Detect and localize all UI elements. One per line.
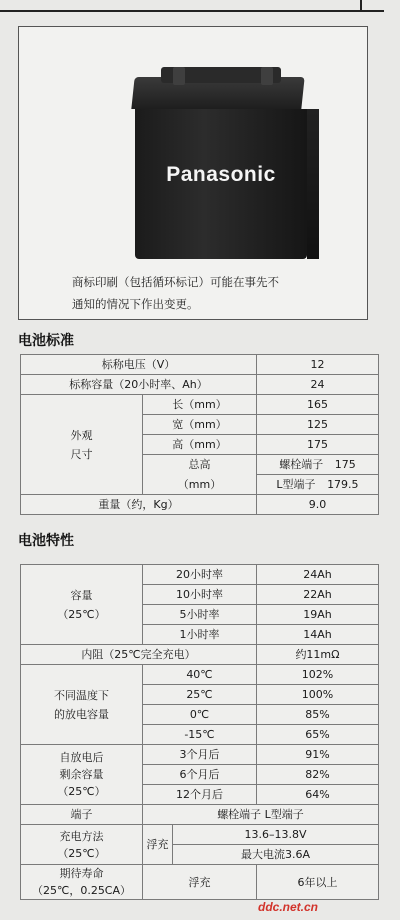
- l-terminal-value: 179.5: [327, 478, 359, 491]
- l-terminal-height: [257, 475, 379, 495]
- dimensions-group-line1: 外观: [70, 428, 93, 442]
- total-height-label: 总高: [143, 455, 257, 475]
- temperature-group-label: [21, 665, 143, 745]
- table-row: [21, 745, 379, 765]
- battery-image: [121, 67, 321, 267]
- charge-method-label: [21, 825, 143, 865]
- rate-label: 20小时率: [143, 565, 257, 585]
- standard-section-title: 电池标准: [18, 333, 74, 349]
- table-row: [21, 395, 379, 415]
- rate-label: 10小时率: [143, 585, 257, 605]
- photo-caption-line1: 商标印刷（包括循环标记）可能在事先不: [72, 275, 279, 289]
- temperature-label: 40℃: [143, 665, 257, 685]
- width-label: 宽（mm）: [143, 415, 257, 435]
- height-value: 175: [257, 435, 379, 455]
- capacity-group-line2: （25℃）: [57, 607, 106, 621]
- rate-value: 19Ah: [257, 605, 379, 625]
- temperature-value: 100%: [257, 685, 379, 705]
- weight-value: 9.0: [257, 495, 379, 515]
- table-row: [21, 565, 379, 585]
- temperature-group-line2: 的放电容量: [54, 707, 109, 721]
- rate-value: 22Ah: [257, 585, 379, 605]
- float-charge-label: 浮充: [143, 825, 173, 865]
- table-row: [21, 665, 379, 685]
- expected-life-float: 浮充: [143, 865, 257, 900]
- dimensions-group-line2: 尺寸: [70, 447, 93, 461]
- expected-life-line2: （25℃，0.25CA）: [31, 884, 132, 897]
- voltage-label: 标称电压（V）: [21, 355, 257, 375]
- table-row: [21, 825, 379, 845]
- table-row: [21, 645, 379, 665]
- rate-label: 5小时率: [143, 605, 257, 625]
- temperature-value: 102%: [257, 665, 379, 685]
- height-label: 高（mm）: [143, 435, 257, 455]
- table-row: [21, 865, 379, 900]
- characteristics-section-title: 电池特性: [18, 533, 74, 549]
- temperature-group-line1: 不同温度下: [54, 688, 109, 702]
- terminal-value: 螺栓端子 L型端子: [143, 805, 379, 825]
- length-value: 165: [257, 395, 379, 415]
- self-discharge-label: 3个月后: [143, 745, 257, 765]
- voltage-value: 12: [257, 355, 379, 375]
- top-rule: [0, 0, 384, 12]
- self-discharge-value: 82%: [257, 765, 379, 785]
- bolt-terminal-height: [257, 455, 379, 475]
- terminal-label: 端子: [21, 805, 143, 825]
- bolt-terminal-label: 螺栓端子: [279, 458, 324, 471]
- resistance-value: 约11mΩ: [257, 645, 379, 665]
- charge-method-line2: （25℃）: [57, 846, 106, 860]
- expected-life-value: 6年以上: [257, 865, 379, 900]
- self-discharge-label: 6个月后: [143, 765, 257, 785]
- battery-brand-label: Panasonic: [166, 163, 276, 186]
- standard-table: [20, 354, 379, 515]
- rate-value: 14Ah: [257, 625, 379, 645]
- self-discharge-label: 12个月后: [143, 785, 257, 805]
- bolt-terminal-value: 175: [334, 458, 356, 471]
- self-discharge-line3: （25℃）: [57, 785, 106, 798]
- capacity-value: 24: [257, 375, 379, 395]
- resistance-label: 内阻（25℃完全充电）: [21, 645, 257, 665]
- expected-life-label: [21, 865, 143, 900]
- temperature-label: 25℃: [143, 685, 257, 705]
- temperature-label: 0℃: [143, 705, 257, 725]
- characteristics-table: [20, 564, 379, 900]
- capacity-group-label: [21, 565, 143, 645]
- rate-value: 24Ah: [257, 565, 379, 585]
- battery-side: [307, 109, 319, 259]
- rate-label: 1小时率: [143, 625, 257, 645]
- photo-caption-line2: 通知的情况下作出变更。: [72, 297, 199, 311]
- expected-life-line1: 期待寿命: [59, 867, 104, 880]
- width-value: 125: [257, 415, 379, 435]
- total-height-unit: （mm）: [143, 475, 257, 495]
- l-terminal-label: L型端子: [276, 478, 316, 491]
- capacity-group-line1: 容量: [70, 588, 93, 602]
- site-watermark: ddc.net.cn: [258, 900, 319, 914]
- charge-current: 最大电流3.6A: [173, 845, 379, 865]
- table-row: [21, 375, 379, 395]
- table-row: [21, 355, 379, 375]
- charge-voltage: 13.6–13.8V: [173, 825, 379, 845]
- table-row: [21, 495, 379, 515]
- charge-method-line1: 充电方法: [59, 829, 104, 843]
- temperature-label: -15℃: [143, 725, 257, 745]
- self-discharge-line2: 剩余容量: [59, 768, 104, 781]
- table-row: [21, 805, 379, 825]
- temperature-value: 85%: [257, 705, 379, 725]
- dimensions-group-label: [21, 395, 143, 495]
- capacity-label: 标称容量（20小时率、Ah）: [21, 375, 257, 395]
- self-discharge-line1: 自放电后: [59, 751, 104, 764]
- length-label: 长（mm）: [143, 395, 257, 415]
- top-rule-stub: [360, 0, 386, 10]
- temperature-value: 65%: [257, 725, 379, 745]
- battery-terminal-right: [261, 67, 273, 85]
- battery-terminal-left: [173, 67, 185, 85]
- self-discharge-value: 91%: [257, 745, 379, 765]
- weight-label: 重量（约，Kg）: [21, 495, 257, 515]
- self-discharge-group-label: [21, 745, 143, 805]
- self-discharge-value: 64%: [257, 785, 379, 805]
